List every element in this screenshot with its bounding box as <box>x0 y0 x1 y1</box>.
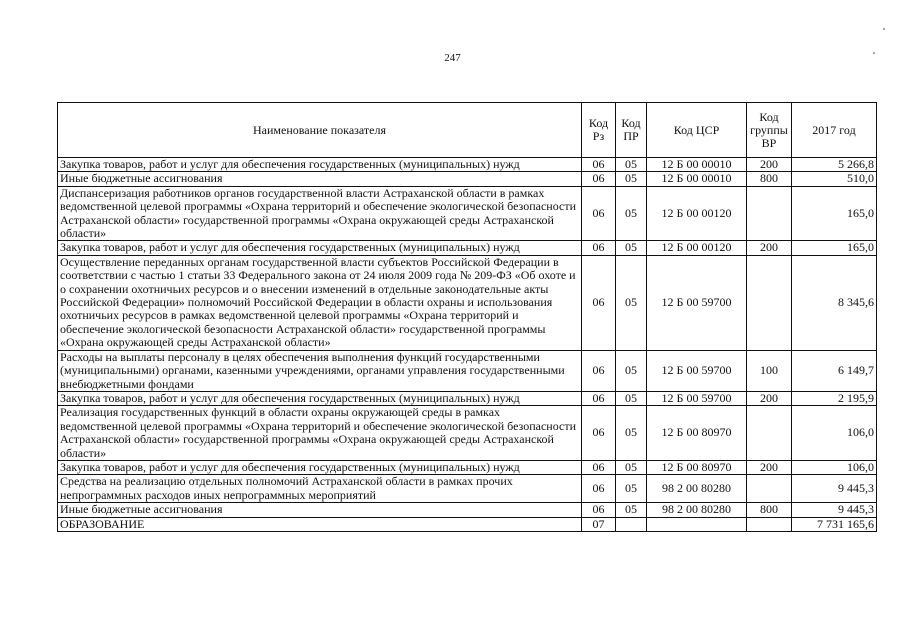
row-csr: 98 2 00 80280 <box>647 503 747 517</box>
row-pr: 05 <box>616 503 647 517</box>
row-amount: 7 731 165,6 <box>792 517 877 531</box>
row-rz: 06 <box>582 503 616 517</box>
row-pr: 05 <box>616 255 647 350</box>
row-rz: 06 <box>582 255 616 350</box>
row-csr: 12 Б 00 80970 <box>647 406 747 461</box>
row-name: Осуществление переданных органам государственной власти субъектов Российской Федерации в соответствии с частью 1 статьи 33 Федерального закона от 24 июля 2009 года № 209-ФЗ «Об охоте и о сохранении охотничьих ресурсов и о внесении изменений в отдельные законодательные акты Российской Федерации» полномочий Российской Федерации в области охраны и использования охотничьих ресурсов в рамках ведомственной целевой программы «Охрана территорий и обеспечение экологической безопасности Астраханской области» государственной программы «Охрана окружающей среды Астраханской области» <box>58 255 582 350</box>
table-row <box>58 406 877 461</box>
row-vr <box>747 517 792 531</box>
row-amount: 2 195,9 <box>792 391 877 405</box>
table-row <box>58 460 877 474</box>
row-vr <box>747 255 792 350</box>
row-csr: 12 Б 00 59700 <box>647 391 747 405</box>
row-vr: 200 <box>747 391 792 405</box>
row-name: Закупка товаров, работ и услуг для обеспечения государственных (муниципальных) нужд <box>58 241 582 255</box>
row-csr: 12 Б 00 59700 <box>647 255 747 350</box>
row-pr: 05 <box>616 460 647 474</box>
header-year: 2017 год <box>792 103 877 158</box>
row-pr: 05 <box>616 350 647 391</box>
row-amount: 9 445,3 <box>792 503 877 517</box>
row-vr: 800 <box>747 172 792 186</box>
budget-table <box>57 102 877 532</box>
header-vr: Код группы ВР <box>747 103 792 158</box>
row-csr: 12 Б 00 80970 <box>647 460 747 474</box>
row-csr: 12 Б 00 00120 <box>647 186 747 241</box>
row-name: Закупка товаров, работ и услуг для обеспечения государственных (муниципальных) нужд <box>58 391 582 405</box>
row-rz: 06 <box>582 186 616 241</box>
row-vr: 200 <box>747 158 792 172</box>
row-vr: 200 <box>747 241 792 255</box>
row-amount: 165,0 <box>792 241 877 255</box>
row-pr: 05 <box>616 391 647 405</box>
row-name: Средства на реализацию отдельных полномочий Астраханской области в рамках прочих непрограммных расходов иных непрограммных мероприятий <box>58 475 582 503</box>
row-rz: 06 <box>582 241 616 255</box>
row-vr <box>747 475 792 503</box>
row-pr: 05 <box>616 158 647 172</box>
row-amount: 165,0 <box>792 186 877 241</box>
table-row <box>58 255 877 350</box>
table-row <box>58 503 877 517</box>
row-pr: 05 <box>616 186 647 241</box>
row-rz: 06 <box>582 460 616 474</box>
header-rz: Код Рз <box>582 103 616 158</box>
row-rz: 06 <box>582 391 616 405</box>
row-rz: 06 <box>582 475 616 503</box>
table-row <box>58 517 877 531</box>
row-csr <box>647 517 747 531</box>
table-row <box>58 350 877 391</box>
page-number: 247 <box>444 52 461 64</box>
row-name: Реализация государственных функций в области охраны окружающей среды в рамках ведомственной целевой программы «Охрана территорий и обеспечение экологической безопасности Астраханской области» государственной программы «Охрана окружающей среды Астраханской области» <box>58 406 582 461</box>
table-row <box>58 475 877 503</box>
header-name: Наименование показателя <box>58 103 582 158</box>
table-row <box>58 158 877 172</box>
row-pr: 05 <box>616 172 647 186</box>
row-pr <box>616 517 647 531</box>
row-rz: 06 <box>582 350 616 391</box>
row-vr <box>747 406 792 461</box>
row-vr: 800 <box>747 503 792 517</box>
table-row <box>58 172 877 186</box>
row-amount: 8 345,6 <box>792 255 877 350</box>
row-csr: 12 Б 00 00010 <box>647 172 747 186</box>
row-name: ОБРАЗОВАНИЕ <box>58 517 582 531</box>
row-vr <box>747 186 792 241</box>
row-pr: 05 <box>616 475 647 503</box>
table-header-row <box>58 103 877 158</box>
row-amount: 6 149,7 <box>792 350 877 391</box>
row-vr: 200 <box>747 460 792 474</box>
row-amount: 106,0 <box>792 460 877 474</box>
row-pr: 05 <box>616 241 647 255</box>
row-pr: 05 <box>616 406 647 461</box>
row-amount: 9 445,3 <box>792 475 877 503</box>
table-row <box>58 241 877 255</box>
row-name: Иные бюджетные ассигнования <box>58 172 582 186</box>
row-csr: 12 Б 00 00120 <box>647 241 747 255</box>
row-name: Закупка товаров, работ и услуг для обеспечения государственных (муниципальных) нужд <box>58 158 582 172</box>
scan-speck <box>883 28 885 30</box>
scan-speck <box>873 52 875 54</box>
row-csr: 98 2 00 80280 <box>647 475 747 503</box>
header-pr: Код ПР <box>616 103 647 158</box>
row-amount: 5 266,8 <box>792 158 877 172</box>
row-rz: 06 <box>582 158 616 172</box>
row-name: Закупка товаров, работ и услуг для обеспечения государственных (муниципальных) нужд <box>58 460 582 474</box>
row-rz: 06 <box>582 172 616 186</box>
row-amount: 510,0 <box>792 172 877 186</box>
row-csr: 12 Б 00 59700 <box>647 350 747 391</box>
row-amount: 106,0 <box>792 406 877 461</box>
row-name: Диспансеризация работников органов государственной власти Астраханской области в рамках ведомственной целевой программы «Охрана территорий и обеспечение экологической безопасности Астраханской области» государственной программы «Охрана окружающей среды Астраханской области» <box>58 186 582 241</box>
row-rz: 06 <box>582 406 616 461</box>
row-name: Иные бюджетные ассигнования <box>58 503 582 517</box>
row-csr: 12 Б 00 00010 <box>647 158 747 172</box>
table-row <box>58 186 877 241</box>
header-csr: Код ЦСР <box>647 103 747 158</box>
table-row <box>58 391 877 405</box>
row-vr: 100 <box>747 350 792 391</box>
row-rz: 07 <box>582 517 616 531</box>
row-name: Расходы на выплаты персоналу в целях обеспечения выполнения функций государственными (муниципальными) органами, казенными учреждениями, органами управления государственными внебюджетными фондами <box>58 350 582 391</box>
